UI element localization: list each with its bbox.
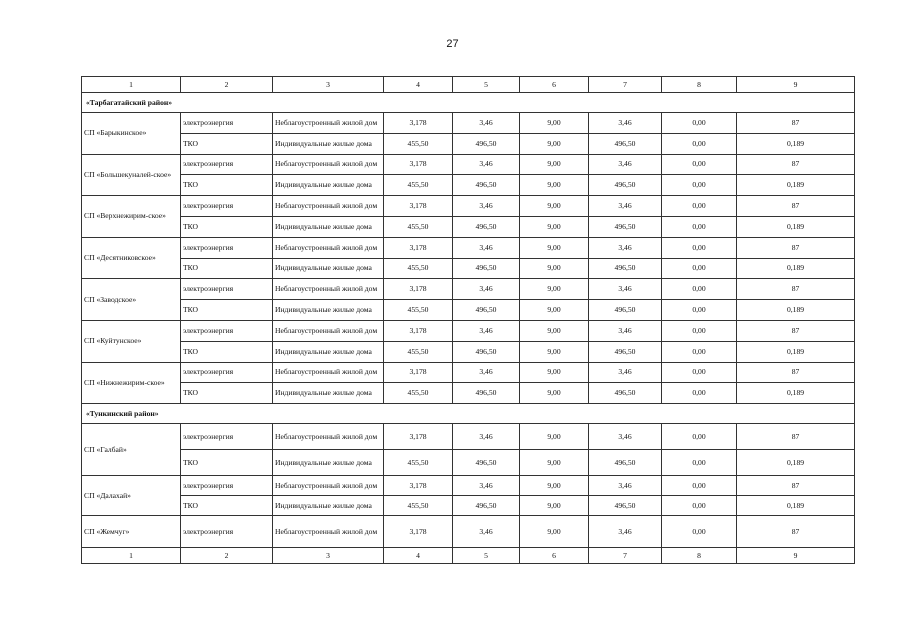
value-cell: 3,46 <box>589 424 662 450</box>
value-cell: 3,178 <box>384 196 453 217</box>
column-number: 1 <box>82 548 181 564</box>
housing-type-cell: Индивидуальные жилые дома <box>273 383 384 404</box>
column-number: 5 <box>453 548 520 564</box>
value-cell: 3,46 <box>589 516 662 548</box>
value-cell: 496,50 <box>589 341 662 362</box>
settlement-name: СП «Куйтунское» <box>82 320 181 362</box>
value-cell: 3,46 <box>589 113 662 134</box>
column-number: 2 <box>181 548 273 564</box>
value-cell: 3,178 <box>384 516 453 548</box>
value-cell: 496,50 <box>453 133 520 154</box>
value-cell: 3,178 <box>384 362 453 383</box>
value-cell: 3,178 <box>384 237 453 258</box>
resource-cell: электроэнергия <box>181 362 273 383</box>
settlement-name: СП «Заводское» <box>82 279 181 321</box>
value-cell: 496,50 <box>589 258 662 279</box>
resource-cell: электроэнергия <box>181 320 273 341</box>
settlement-name: СП «Далахай» <box>82 476 181 516</box>
settlement-name: СП «Десятниковское» <box>82 237 181 279</box>
value-cell: 87 <box>737 476 855 496</box>
table-row <box>82 154 855 175</box>
value-cell: 9,00 <box>520 450 589 476</box>
housing-type-cell: Неблагоустроенный жилой дом <box>273 424 384 450</box>
resource-cell: ТКО <box>181 341 273 362</box>
table-row <box>82 496 855 516</box>
value-cell: 3,46 <box>453 154 520 175</box>
value-cell: 3,178 <box>384 113 453 134</box>
value-cell: 9,00 <box>520 476 589 496</box>
value-cell: 9,00 <box>520 113 589 134</box>
column-number: 7 <box>589 77 662 93</box>
table-row <box>82 424 855 450</box>
housing-type-cell: Неблагоустроенный жилой дом <box>273 320 384 341</box>
value-cell: 0,00 <box>662 175 737 196</box>
value-cell: 87 <box>737 362 855 383</box>
housing-type-cell: Индивидуальные жилые дома <box>273 450 384 476</box>
value-cell: 9,00 <box>520 279 589 300</box>
housing-type-cell: Неблагоустроенный жилой дом <box>273 113 384 134</box>
value-cell: 0,189 <box>737 258 855 279</box>
value-cell: 87 <box>737 424 855 450</box>
value-cell: 87 <box>737 154 855 175</box>
value-cell: 0,189 <box>737 133 855 154</box>
value-cell: 87 <box>737 279 855 300</box>
value-cell: 3,46 <box>453 362 520 383</box>
housing-type-cell: Неблагоустроенный жилой дом <box>273 476 384 496</box>
value-cell: 496,50 <box>589 383 662 404</box>
column-number: 8 <box>662 548 737 564</box>
value-cell: 496,50 <box>453 258 520 279</box>
value-cell: 3,178 <box>384 154 453 175</box>
value-cell: 0,00 <box>662 154 737 175</box>
region-row <box>82 404 855 424</box>
housing-type-cell: Индивидуальные жилые дома <box>273 300 384 321</box>
value-cell: 0,189 <box>737 175 855 196</box>
settlement-name: СП «Нижнежирим-ское» <box>82 362 181 404</box>
table-row <box>82 175 855 196</box>
column-number: 8 <box>662 77 737 93</box>
table-row <box>82 216 855 237</box>
region-row <box>82 93 855 113</box>
table-row <box>82 113 855 134</box>
value-cell: 9,00 <box>520 237 589 258</box>
value-cell: 0,00 <box>662 496 737 516</box>
value-cell: 0,00 <box>662 450 737 476</box>
value-cell: 0,00 <box>662 300 737 321</box>
column-number: 5 <box>453 77 520 93</box>
value-cell: 0,00 <box>662 516 737 548</box>
resource-cell: ТКО <box>181 175 273 196</box>
value-cell: 9,00 <box>520 154 589 175</box>
column-number: 2 <box>181 77 273 93</box>
value-cell: 87 <box>737 113 855 134</box>
resource-cell: ТКО <box>181 216 273 237</box>
value-cell: 0,189 <box>737 300 855 321</box>
value-cell: 3,46 <box>453 113 520 134</box>
column-numbers-header <box>82 77 855 93</box>
column-number: 6 <box>520 77 589 93</box>
value-cell: 455,50 <box>384 216 453 237</box>
value-cell: 0,00 <box>662 362 737 383</box>
resource-cell: электроэнергия <box>181 476 273 496</box>
housing-type-cell: Индивидуальные жилые дома <box>273 258 384 279</box>
column-number: 9 <box>737 77 855 93</box>
value-cell: 455,50 <box>384 258 453 279</box>
value-cell: 0,00 <box>662 279 737 300</box>
resource-cell: электроэнергия <box>181 424 273 450</box>
value-cell: 496,50 <box>589 175 662 196</box>
value-cell: 3,46 <box>453 516 520 548</box>
value-cell: 3,178 <box>384 476 453 496</box>
value-cell: 9,00 <box>520 341 589 362</box>
value-cell: 496,50 <box>589 496 662 516</box>
value-cell: 496,50 <box>453 341 520 362</box>
table-row <box>82 237 855 258</box>
value-cell: 3,46 <box>453 424 520 450</box>
value-cell: 9,00 <box>520 496 589 516</box>
resource-cell: ТКО <box>181 450 273 476</box>
table-row <box>82 300 855 321</box>
table-row <box>82 133 855 154</box>
page-number: 27 <box>446 38 459 50</box>
housing-type-cell: Неблагоустроенный жилой дом <box>273 196 384 217</box>
column-number: 4 <box>384 77 453 93</box>
table-row <box>82 341 855 362</box>
value-cell: 496,50 <box>589 300 662 321</box>
housing-type-cell: Неблагоустроенный жилой дом <box>273 516 384 548</box>
value-cell: 0,00 <box>662 113 737 134</box>
value-cell: 455,50 <box>384 496 453 516</box>
tariff-table <box>81 76 855 564</box>
value-cell: 9,00 <box>520 320 589 341</box>
settlement-name: СП «Галбай» <box>82 424 181 476</box>
value-cell: 496,50 <box>589 133 662 154</box>
resource-cell: ТКО <box>181 496 273 516</box>
value-cell: 496,50 <box>453 216 520 237</box>
region-title: «Тарбагатайский район» <box>82 93 855 113</box>
value-cell: 9,00 <box>520 362 589 383</box>
value-cell: 87 <box>737 320 855 341</box>
table-row <box>82 362 855 383</box>
value-cell: 496,50 <box>453 496 520 516</box>
resource-cell: ТКО <box>181 258 273 279</box>
column-number: 6 <box>520 548 589 564</box>
value-cell: 455,50 <box>384 341 453 362</box>
value-cell: 3,178 <box>384 424 453 450</box>
table-row <box>82 383 855 404</box>
value-cell: 0,189 <box>737 450 855 476</box>
value-cell: 0,189 <box>737 341 855 362</box>
value-cell: 0,00 <box>662 424 737 450</box>
value-cell: 9,00 <box>520 300 589 321</box>
value-cell: 496,50 <box>453 300 520 321</box>
value-cell: 3,46 <box>453 279 520 300</box>
value-cell: 0,00 <box>662 133 737 154</box>
value-cell: 3,46 <box>453 196 520 217</box>
value-cell: 3,46 <box>589 237 662 258</box>
column-number: 1 <box>82 77 181 93</box>
value-cell: 3,46 <box>453 320 520 341</box>
settlement-name: СП «Барыкинское» <box>82 113 181 155</box>
settlement-name: СП «Большекуналей-ское» <box>82 154 181 196</box>
value-cell: 496,50 <box>453 383 520 404</box>
housing-type-cell: Неблагоустроенный жилой дом <box>273 279 384 300</box>
value-cell: 9,00 <box>520 424 589 450</box>
value-cell: 496,50 <box>589 450 662 476</box>
column-number: 3 <box>273 77 384 93</box>
value-cell: 0,00 <box>662 216 737 237</box>
housing-type-cell: Индивидуальные жилые дома <box>273 496 384 516</box>
resource-cell: электроэнергия <box>181 237 273 258</box>
settlement-name: СП «Верхнежирим-ское» <box>82 196 181 238</box>
value-cell: 0,00 <box>662 258 737 279</box>
value-cell: 87 <box>737 196 855 217</box>
value-cell: 0,00 <box>662 320 737 341</box>
housing-type-cell: Неблагоустроенный жилой дом <box>273 362 384 383</box>
value-cell: 0,189 <box>737 383 855 404</box>
region-title: «Тункинский район» <box>82 404 855 424</box>
resource-cell: ТКО <box>181 383 273 404</box>
value-cell: 3,178 <box>384 279 453 300</box>
column-number: 9 <box>737 548 855 564</box>
value-cell: 3,46 <box>589 196 662 217</box>
resource-cell: электроэнергия <box>181 279 273 300</box>
value-cell: 455,50 <box>384 133 453 154</box>
value-cell: 87 <box>737 516 855 548</box>
value-cell: 9,00 <box>520 516 589 548</box>
value-cell: 3,46 <box>589 279 662 300</box>
table-row <box>82 196 855 217</box>
housing-type-cell: Неблагоустроенный жилой дом <box>273 237 384 258</box>
value-cell: 3,46 <box>589 362 662 383</box>
table-row <box>82 320 855 341</box>
column-number: 4 <box>384 548 453 564</box>
resource-cell: электроэнергия <box>181 196 273 217</box>
value-cell: 3,46 <box>589 476 662 496</box>
value-cell: 3,178 <box>384 320 453 341</box>
value-cell: 3,46 <box>589 154 662 175</box>
value-cell: 496,50 <box>453 175 520 196</box>
value-cell: 455,50 <box>384 383 453 404</box>
value-cell: 0,00 <box>662 341 737 362</box>
value-cell: 496,50 <box>453 450 520 476</box>
value-cell: 9,00 <box>520 216 589 237</box>
value-cell: 9,00 <box>520 175 589 196</box>
column-numbers-footer <box>82 548 855 564</box>
value-cell: 3,46 <box>589 320 662 341</box>
value-cell: 9,00 <box>520 383 589 404</box>
housing-type-cell: Неблагоустроенный жилой дом <box>273 154 384 175</box>
resource-cell: ТКО <box>181 300 273 321</box>
column-number: 7 <box>589 548 662 564</box>
value-cell: 0,00 <box>662 196 737 217</box>
housing-type-cell: Индивидуальные жилые дома <box>273 133 384 154</box>
value-cell: 9,00 <box>520 196 589 217</box>
housing-type-cell: Индивидуальные жилые дома <box>273 341 384 362</box>
resource-cell: ТКО <box>181 133 273 154</box>
table-body <box>82 77 855 564</box>
table-row <box>82 450 855 476</box>
value-cell: 455,50 <box>384 175 453 196</box>
value-cell: 455,50 <box>384 300 453 321</box>
value-cell: 3,46 <box>453 237 520 258</box>
table-row <box>82 279 855 300</box>
table-row <box>82 516 855 548</box>
housing-type-cell: Индивидуальные жилые дома <box>273 216 384 237</box>
value-cell: 496,50 <box>589 216 662 237</box>
housing-type-cell: Индивидуальные жилые дома <box>273 175 384 196</box>
value-cell: 9,00 <box>520 258 589 279</box>
column-number: 3 <box>273 548 384 564</box>
value-cell: 87 <box>737 237 855 258</box>
value-cell: 0,189 <box>737 496 855 516</box>
value-cell: 3,46 <box>453 476 520 496</box>
value-cell: 0,189 <box>737 216 855 237</box>
table-row <box>82 476 855 496</box>
resource-cell: электроэнергия <box>181 516 273 548</box>
value-cell: 9,00 <box>520 133 589 154</box>
resource-cell: электроэнергия <box>181 113 273 134</box>
resource-cell: электроэнергия <box>181 154 273 175</box>
table-row <box>82 258 855 279</box>
value-cell: 0,00 <box>662 476 737 496</box>
value-cell: 0,00 <box>662 237 737 258</box>
settlement-name: СП «Жемчуг» <box>82 516 181 548</box>
value-cell: 0,00 <box>662 383 737 404</box>
value-cell: 455,50 <box>384 450 453 476</box>
